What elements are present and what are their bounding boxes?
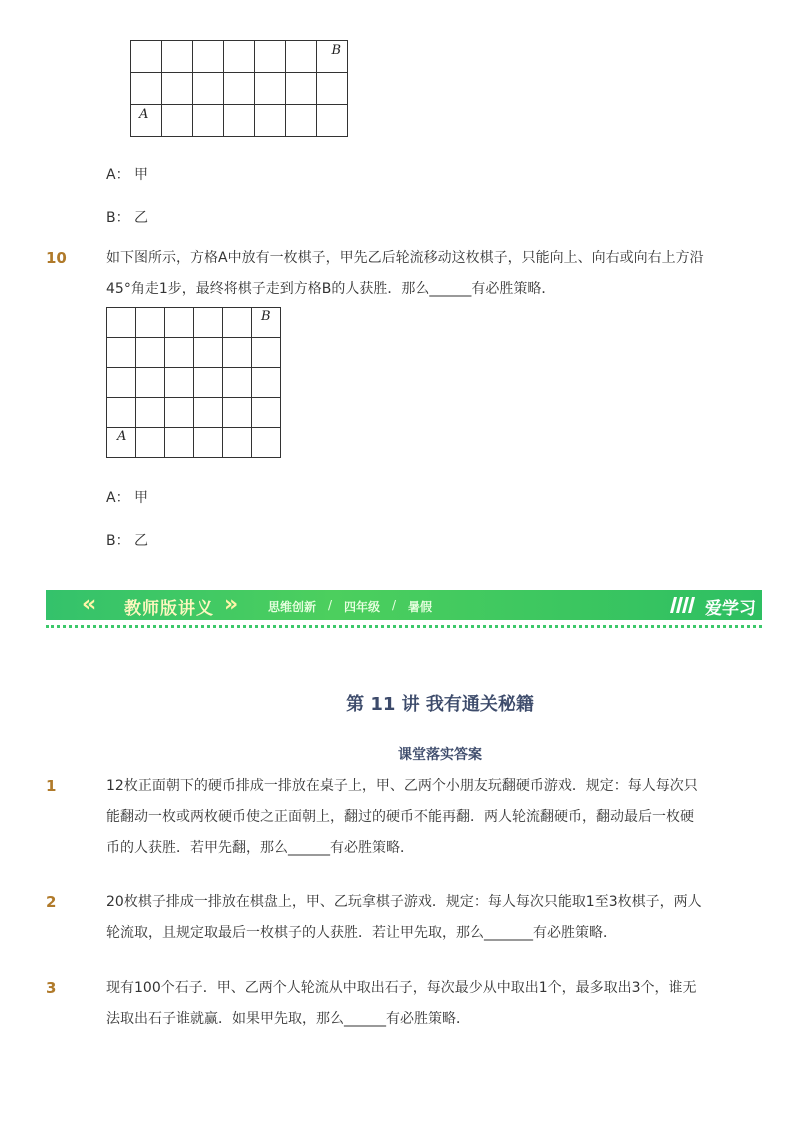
- dotted-divider: [46, 625, 762, 628]
- question-line: 20枚棋子排成一排放在棋盘上，甲、乙玩拿棋子游戏．规定：每人每次只能取1至3枚棋子，两人: [106, 894, 702, 910]
- q10-option-b[interactable]: B： 乙: [106, 533, 149, 549]
- cell-a: [107, 428, 136, 458]
- lecture-title: 第 11 讲 我有通关秘籍: [346, 694, 534, 715]
- cell-a: [131, 105, 162, 137]
- question-line: 轮流取，且规定取最后一枚棋子的人获胜．若让甲先取，那么_______有必胜策略．: [106, 925, 617, 941]
- cell-label-b: B: [261, 309, 271, 324]
- cell-label-a: A: [139, 107, 149, 122]
- banner-crumb: 暑假: [408, 600, 433, 614]
- q10-option-a[interactable]: A： 甲: [106, 490, 149, 506]
- question-number: 1: [46, 777, 57, 795]
- question-line: 45°角走1步，最终将棋子走到方格B的人获胜．那么______有必胜策略．: [106, 281, 556, 297]
- teacher-edition-banner: [46, 590, 762, 620]
- chevron-left-icon: «: [82, 592, 91, 617]
- chessboard-grid-q9: [130, 40, 348, 137]
- question-text: [106, 887, 716, 949]
- question-line: 如下图所示，方格A中放有一枚棋子，甲先乙后轮流移动这枚棋子，只能向上、向右或向右上方沿: [106, 250, 704, 266]
- question-line: 现有100个石子．甲、乙两个人轮流从中取出石子，每次最少从中取出1个，最多取出3个，谁无: [106, 980, 697, 996]
- banner-crumb: 四年级: [344, 600, 381, 614]
- cell-b: [317, 41, 348, 73]
- book-stripes-icon: [668, 595, 696, 615]
- question-number: 2: [46, 893, 57, 911]
- logo-text: 爱学习: [705, 599, 756, 619]
- banner-title: 教师版讲义: [124, 599, 214, 619]
- question-line: 能翻动一枚或两枚硬币使之正面朝上，翻过的硬币不能再翻．两人轮流翻硬币，翻动最后一枚硬: [106, 809, 694, 825]
- question-line: 币的人获胜．若甲先翻，那么______有必胜策略．: [106, 840, 414, 856]
- question-line: 12枚正面朝下的硬币排成一排放在桌子上，甲、乙两个小朋友玩翻硬币游戏．规定：每人每次只: [106, 778, 698, 794]
- q9-option-a[interactable]: A： 甲: [106, 167, 149, 183]
- question-number: 3: [46, 979, 57, 997]
- banner-separator: /: [328, 598, 333, 612]
- cell-b: [252, 308, 281, 338]
- banner-crumb: 思维创新: [268, 600, 317, 614]
- cell-label-b: B: [331, 43, 341, 58]
- question-text: [106, 973, 716, 1035]
- q9-option-b[interactable]: B： 乙: [106, 210, 149, 226]
- cell-label-a: A: [117, 429, 127, 444]
- banner-separator: /: [392, 598, 397, 612]
- question-number: 10: [46, 249, 67, 267]
- chessboard-grid-q10: [106, 307, 281, 458]
- question-text: [106, 243, 716, 305]
- question-text: [106, 771, 716, 864]
- section-title: 课堂落实答案: [398, 747, 482, 763]
- chevron-right-icon: »: [224, 592, 233, 617]
- question-line: 法取出石子谁就赢．如果甲先取，那么______有必胜策略．: [106, 1011, 470, 1027]
